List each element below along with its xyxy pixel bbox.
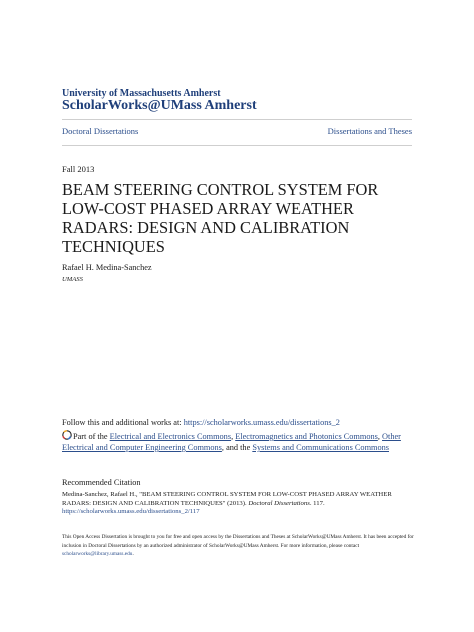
open-access-icon [62,430,72,440]
follow-line [62,418,340,427]
commons-and: and the [226,443,253,452]
commons-link-electrical-electronics[interactable]: Electrical and Electronics Commons [109,432,232,441]
citation-source: Doctoral Dissertations [248,499,310,507]
citation-heading: Recommended Citation [62,478,141,487]
citation-body: Medina-Sanchez, Rafael H., "BEAM STEERING CONTROL SYSTEM FOR LOW-COST PHASED ARRAY WEATHER RADARS: DESIGN AND CALIBRATION TECHNIQUES" (2013). [62,491,392,507]
notice-end: . [132,551,134,558]
author-affiliation: UMASS [62,276,83,283]
citation-number: . 117. [309,499,325,507]
dissertations-theses-link[interactable]: Dissertations and Theses [327,126,412,136]
commons-list [62,430,416,453]
follow-label: Follow this and additional works at: [62,418,184,427]
author-name: Rafael H. Medina-Sanchez [62,263,152,272]
commons-separator: , [221,443,227,452]
access-notice [62,533,414,559]
doctoral-dissertations-link[interactable]: Doctoral Dissertations [62,126,139,136]
dissertation-title: BEAM STEERING CONTROL SYSTEM FOR LOW-COST PHASED ARRAY WEATHER RADARS: DESIGN AND CALIBRATION TECHNIQUES [62,180,379,256]
publication-date: Fall 2013 [62,164,95,174]
commons-link-electromagnetics-photonics[interactable]: Electromagnetics and Photonics Commons [235,432,378,441]
contact-email-link[interactable]: scholarworks@library.umass.edu [62,551,133,558]
commons-separator: , [231,432,236,441]
commons-link-other-electrical-computer[interactable]: Other Electrical and Computer Engineering Commons [62,432,401,452]
citation-text [62,491,414,517]
university-name: University of Massachusetts Amherst [62,88,221,99]
bottom-divider [62,145,412,146]
follow-url-link[interactable]: https://scholarworks.umass.edu/dissertations_2 [183,418,340,427]
citation-url-link[interactable]: https://scholarworks.umass.edu/dissertations_2/117 [62,508,200,516]
commons-prefix: Part of the [73,432,110,441]
notice-body: This Open Access Dissertation is brought to you for free and open access by the Dissertations and Theses at ScholarWorks@UMass Amherst. It has been accepted for inclusion in Doctoral Dissertations by an authorized administrator of ScholarWorks@UMass Amherst. For more information, please contact [62,534,414,549]
top-divider [62,119,412,120]
repository-name[interactable]: ScholarWorks@UMass Amherst [62,98,257,113]
commons-separator: , [377,432,383,441]
commons-link-systems-communications[interactable]: Systems and Communications Commons [252,443,389,452]
